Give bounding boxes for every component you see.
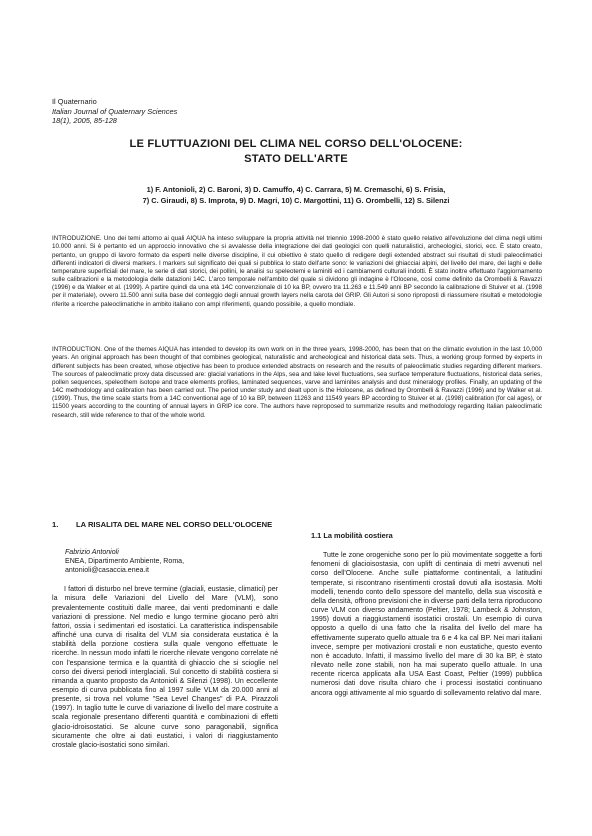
section-1-heading	[52, 520, 278, 530]
title-line-1: LE FLUTTUAZIONI DEL CLIMA NEL CORSO DELL'OLOCENE:	[129, 138, 463, 150]
section-1-author: Fabrizio Antonioli	[65, 549, 119, 556]
abstract-italian: INTRODUZIONE. Uno dei temi attorno ai quali AIQUA ha inteso sviluppare la propria attività nel triennio 1998-2000 è stato quello relativo all'evoluzione del clima negli ultimi 10.000 anni. Si è pertanto ed un approccio innovativo che si avvalesse della integrazione dei dati geologici con quelli naturalistici, archeologici, storici, ecc. È stato creato, pertanto, un gruppo di lavoro formato da esperti nelle diverse discipline, il cui obiettivo è stato quello di redigere degli extended abstract sui risultati di studi paleoclimatici differenti indicatori di diversi markers. I markers sul significato dei quali si pubblica lo stato dell'arte sono: le variazioni dei ghiacciai alpini, del livello del mare, dei laghi e delle temperature superficiali del mare, le serie di dati storici, dei pollini, le analisi su speleotemi e laminiti ed i cambiamenti culturali indotti. È stato inoltre effettuato l'aggiornamento sulle calibrazioni e la metodologia delle datazioni 14C. L'arco temporale nell'ambito del quale si dividono gli indagine è l'Olocene, così come definito da Orombelli & Ravazzi (1996) e da Walker et al. (1999). A partire quindi da una età 14C convenzionale di 10 ka BP, ovvero tra 11.263 e 11.549 anni BP secondo la calibrazione di Stuiver et al. (1998 per il materiale), ovvero 11.500 anni sulla base del conteggio degli annual growth layers nella carota del GRIP. Gli Autori si sono riproposti di riassumere risultati e metodologie riferite a ricerche paleoclimatiche in ambito italiano con ampi riferimenti, quando possibile, a quello mondiale.	[52, 235, 542, 308]
section-1-byline	[65, 548, 278, 575]
section-1-paragraph: I fattori di disturbo nel breve termine (glaciali, eustasie, climatici) per la misura delle Variazioni del Livello del Mare (VLM), sono prevalentemente costituiti dalle maree, dai venti predominanti e dalle variazioni di pressione. Nel medio e lungo termine giocano però altri fattori, ossia i sedimentari ed isostatici. La caratteristica indispensabile affinché una curva di risalita del VLM sia considerata eustatica è la stabilità della porzione costiera sulla quale vengono effettuate le ricerche. In nessun modo infatti le ricerche rilevate vengono correlate né con l'espansione termica e la quantità di ghiaccio che si scioglie nel corso dei diversi periodi interglaciali. Sul concetto di stabilità costiera si rimanda a quanto proposto da Antonioli & Silenzi (1998). Un eccellente esempio di curva pubblicata fino al 1997 sulle VLM da 20.000 anni al presente, si trova nel volume "Sea Level Changes" di P.A. Pirazzoli (1997). In taglio tutte le curve di variazione di livello del mare costruite a scala regionale presentano differenti quantità e combinazioni di effetti glacio-idroisostatici. Se alcune curve sono paragonabili, significa sicuramente che oltre ai dati eustatici, i valori di riaggiustamento crostale glacio-isostatici sono similari.	[52, 586, 278, 749]
journal-name: Il Quaternario	[52, 97, 97, 106]
title-line-2: STATO DELL'ARTE	[244, 153, 348, 165]
authors-line-2: 7) C. Giraudi, 8) S. Improta, 9) D. Magri, 10) C. Margottini, 11) G. Orombelli, 12) S. Silenzi	[142, 196, 450, 206]
section-1-email: antonioli@casaccia.enea.it	[65, 567, 149, 575]
section-1-title: LA RISALITA DEL MARE NEL CORSO DELL'OLOCENE	[76, 520, 273, 529]
section-1-affiliation: ENEA, Dipartimento Ambiente, Roma,	[65, 558, 185, 566]
section-1-number: 1.	[52, 520, 59, 529]
section-1-1-heading: 1.1 La mobilità costiera	[311, 531, 393, 540]
authors-line-1: 1) F. Antonioli, 2) C. Baroni, 3) D. Camuffo, 4) C. Carrara, 5) M. Cremaschi, 6) S. Frisia,	[146, 185, 446, 194]
abstract-english: INTRODUCTION. One of the themes AIQUA has intended to develop its own work on in the three years, 1998-2000, has been that on the climatic evolution in the last 10,000 years. An original approach has been thought of that combines geological, naturalistic and archeological and historical data sets. Thus, a working group formed by experts in different subjects has been created, whose objective has been to produce extended abstracts on research and the results of paleoclimatic studies regarding different markers. The sources of paleoclimatic proxy data discussed are: glacial variations in the Alps, sea and lake level fluctuations, sea surface temperature fluctuations, historical data series, pollen sequences, speleothem isotope and trace elements profiles, laminated sequences, varve and laminites analysis and dust mineralogy profiles. Finally, an updating of the 14C methodology and calibration has been carried out. The period under study and dealt upon is the Holocene, as defined by Orombelli & Ravazzi (1996) and by Walker et al. (1999). Thus, the time scale starts from a 14C conventional age of 10 ka BP, between 11263 and 11549 years BP according to Stuiver et al. (1998) calibration (for cal ages), or 11500 years according to the counting of annual layers in GRIP ice core. The authors have reproposed to summarize results and methodology regarding Italian paleoclimatic research, still wide reference to that of the whole world.	[52, 346, 542, 419]
journal-subtitle: Italian Journal of Quaternary Sciences	[52, 106, 178, 116]
journal-reference: 18(1), 2005, 85-128	[52, 116, 117, 126]
section-1-1-paragraph: Tutte le zone orogeniche sono per lo più movimentate soggette a forti fenomeni di glacioisostasia, con uplift di centinaia di metri avvenuti nel corso dell'Olocene. Anche sulle piattaforme continentali, a latitudini temperate, si riscontrano risentimenti crostali dovuti alla isostasia. Molti modelli, tenendo conto dello spessore del mantello, della sua viscosità e della densità, offrono previsioni che in diverse parti della terra riproducono curve VLM con diverso andamento (Peltier, 1978; Lambeck & Johnston, 1995) dovuti a riaggiustamenti isostatici crostali. Un esempio di curva opposto a quello di una fatto che la risalita del livello del mare ha effettivamente superato quello attuale tra 6 e 4 ka cal BP. Nei mari italiani invece, sempre per motivazioni crostali e non eustatiche, questo evento non è accaduto. Infatti, il massimo livello del mare di 30 ka BP, è stato rilevato nelle zone stabili, non ha mai superato quello attuale. In una recente ricerca applicata alla USA East Coast, Peltier (1999) pubblica numerosi dati dove risulta chiaro che i processi isostatici continuano ancora oggi attivamente al mio sguardo di sollevamento relativo dal mare.	[311, 552, 542, 697]
journal-header	[52, 97, 352, 126]
left-column	[52, 520, 278, 750]
paper-title	[40, 137, 552, 167]
right-column	[311, 515, 542, 698]
author-list	[46, 184, 546, 207]
